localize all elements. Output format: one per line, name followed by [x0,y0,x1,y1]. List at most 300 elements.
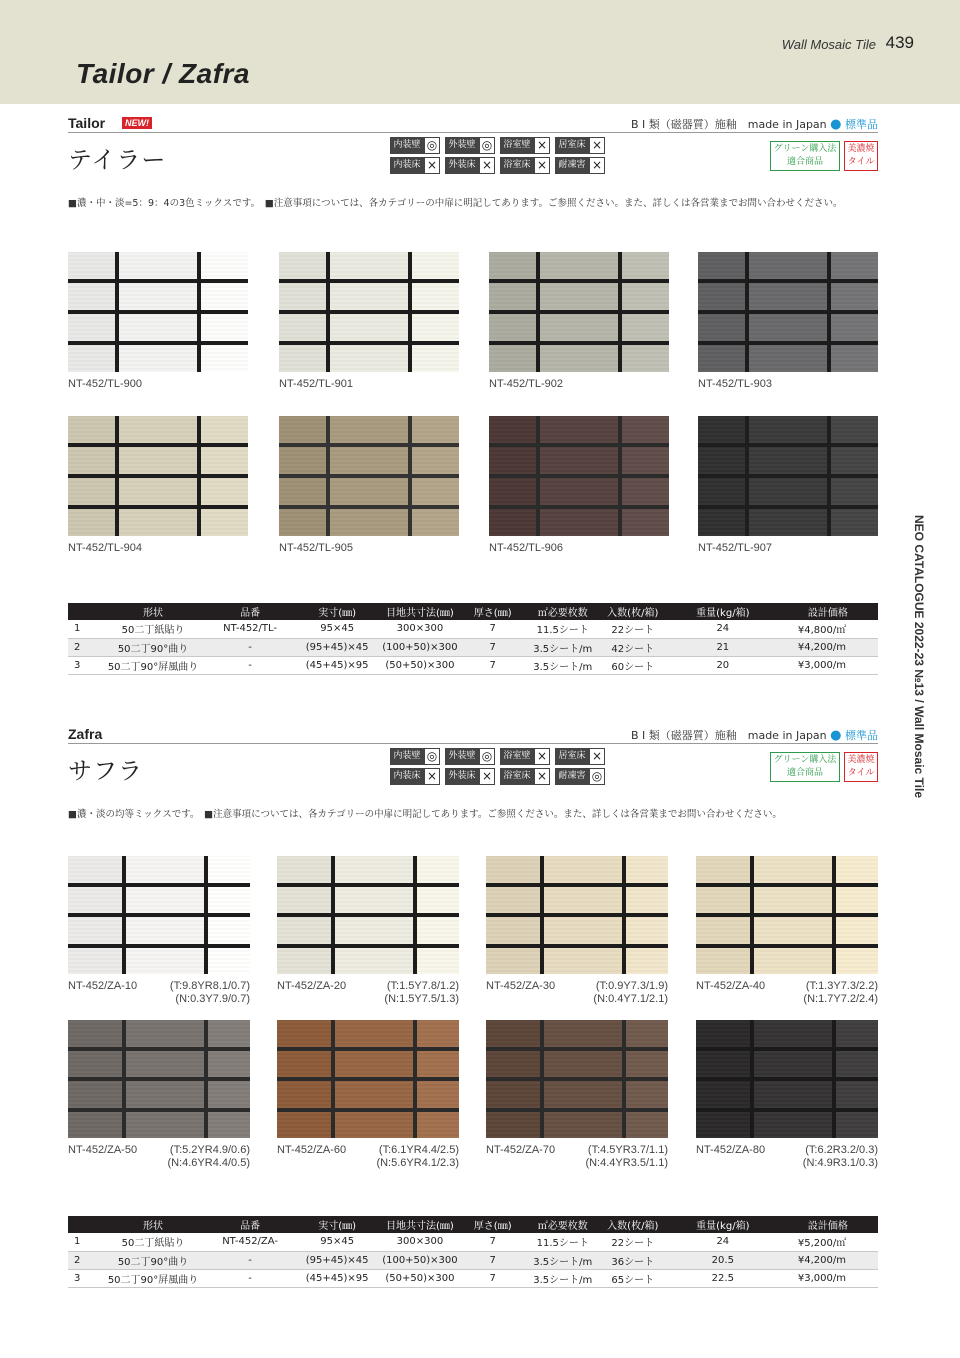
tile-piece [208,887,250,914]
usage-item [555,768,605,785]
tile-piece [417,856,459,883]
tile-piece [540,314,617,341]
tile-piece [119,283,196,310]
tile-piece [836,1081,878,1108]
zafra-table-header-row [68,1216,878,1233]
tile-swatch-item [696,856,878,1014]
zafra-en-name: Zafra [68,726,103,742]
tile-piece [831,283,878,310]
tile-swatch-image [68,416,248,536]
table-cell: 22シート [598,620,668,638]
tile-piece [754,1081,832,1108]
tile-piece [698,478,745,505]
table-cell: (100+50)×300 [382,1251,458,1269]
table-header-cell: 厚さ(㎜) [458,1216,528,1233]
tile-piece [622,416,669,443]
tile-piece [279,478,326,505]
table-cell: 22シート [598,1233,668,1251]
tile-piece [208,856,250,883]
tile-piece [749,416,826,443]
tile-piece [201,252,248,279]
tile-swatch-image [68,856,250,974]
tile-piece [412,283,459,310]
tile-swatch-image [698,252,878,372]
tile-piece [486,948,540,975]
tile-piece [126,1051,204,1078]
tile-piece [417,1081,459,1108]
tile-piece [126,1112,204,1139]
table-cell: (45+45)×95 [292,656,382,674]
tile-swatch-item [489,252,669,412]
tile-piece [208,1112,250,1139]
usage-label: 浴室壁 [500,137,534,154]
table-cell: 20.5 [668,1251,778,1269]
tile-piece [626,1051,668,1078]
usage-label: 内装壁 [390,748,424,765]
table-cell: 22.5 [668,1269,778,1287]
usage-item [390,748,440,765]
munsell-values [593,980,668,1006]
tile-swatch-image [279,416,459,536]
table-row [68,1269,878,1287]
tile-piece [277,1020,331,1047]
tile-code: NT-452/TL-900 [68,378,142,390]
zafra-standard-label: 標準品 [845,729,878,742]
tile-piece [279,252,326,279]
usage-label: 浴室床 [500,157,534,174]
tile-piece [412,509,459,536]
table-header-cell: 重量(kg/箱) [668,1216,778,1233]
table-header-cell: 形状 [98,603,208,620]
tile-piece [626,887,668,914]
mino-tile-badge [844,141,878,171]
tile-piece [831,416,878,443]
tile-piece [417,917,459,944]
usage-label: 外装床 [445,768,479,785]
tile-swatch-image [489,416,669,536]
table-cell: 65シート [598,1269,668,1287]
tile-piece [330,478,407,505]
table-cell: - [208,1269,292,1287]
table-header-cell: 品番 [208,1216,292,1233]
tile-piece [836,856,878,883]
tile-piece [335,1020,413,1047]
zafra-table-body [68,1233,878,1287]
table-header-cell: 実寸(㎜) [292,603,382,620]
zafra-jp-name: サフラ [68,757,143,785]
tile-piece [68,856,122,883]
table-cell: 7 [458,620,528,638]
tile-piece [836,1051,878,1078]
tile-piece [836,887,878,914]
tile-piece [335,1051,413,1078]
tile-piece [412,314,459,341]
tile-code: NT-452/TL-904 [68,542,142,554]
tile-code: NT-452/TL-902 [489,378,563,390]
munsell-t: (T:6.2R3.2/0.3) [805,1144,878,1156]
tile-piece [696,1081,750,1108]
suitable-mark-icon: ◎ [479,137,495,154]
tile-piece [201,416,248,443]
table-cell: 300×300 [382,1233,458,1251]
tailor-badges [770,141,878,171]
not-suitable-mark-icon: × [479,157,495,174]
tile-piece [540,447,617,474]
tile-piece [754,948,832,975]
suitable-mark-icon: ◎ [479,748,495,765]
tile-piece [68,509,115,536]
tile-piece [831,252,878,279]
tile-piece [698,509,745,536]
tile-piece [412,345,459,372]
tile-code: NT-452/ZA-70 [486,1144,556,1156]
tile-swatch-item [68,416,248,576]
tile-piece [335,1081,413,1108]
tailor-standard-label: 標準品 [845,118,878,131]
not-suitable-mark-icon: × [589,157,605,174]
table-cell: 24 [668,620,778,638]
table-header-cell: 設計価格 [778,1216,878,1233]
table-cell: 50二丁90°曲り [98,1251,208,1269]
page-number: 439 [885,33,914,52]
usage-item [500,748,550,765]
table-cell: 11.5シート [528,1233,598,1251]
usage-label: 耐凍害 [555,768,589,785]
tile-swatch-item [279,416,459,576]
tile-piece [540,478,617,505]
munsell-values [167,1144,250,1170]
usage-label: 外装床 [445,157,479,174]
tile-piece [698,345,745,372]
tile-piece [544,917,622,944]
tile-piece [119,447,196,474]
usage-item [555,157,605,174]
tile-swatch-item [68,1020,250,1178]
tile-code: NT-452/TL-903 [698,378,772,390]
tile-piece [277,856,331,883]
munsell-n: (N:4.6YR4.4/0.5) [167,1157,250,1169]
tile-piece [486,1081,540,1108]
tile-piece [412,416,459,443]
table-cell: - [208,1251,292,1269]
red-badge-line1: 美濃焼 [847,144,875,154]
tile-piece [330,416,407,443]
table-cell: (50+50)×300 [382,1269,458,1287]
munsell-values [803,980,878,1006]
not-suitable-mark-icon: × [534,137,550,154]
tile-piece [68,948,122,975]
table-cell: (95+45)×45 [292,638,382,656]
usage-label: 居室床 [555,748,589,765]
tailor-spec-text: B I 類（磁器質）施釉 made in Japan [630,118,827,131]
tile-piece [335,856,413,883]
tile-code: NT-452/ZA-10 [68,980,138,992]
munsell-t: (T:6.1YR4.4/2.5) [378,1144,459,1156]
tile-piece [626,1081,668,1108]
tile-piece [754,856,832,883]
tile-piece [540,345,617,372]
new-badge: NEW! [122,117,152,129]
tile-piece [696,1112,750,1139]
munsell-n: (N:1.7Y7.2/2.4) [803,993,878,1005]
table-cell: 50二丁紙貼り [98,1233,208,1251]
tile-piece [749,509,826,536]
tile-piece [486,887,540,914]
table-row [68,620,878,638]
tile-piece [831,447,878,474]
tile-piece [489,314,536,341]
tile-swatch-image [489,252,669,372]
not-suitable-mark-icon: × [534,157,550,174]
tile-piece [754,1051,832,1078]
tailor-spec [631,116,878,132]
tailor-en-name: Tailor [68,115,106,131]
tile-piece [544,948,622,975]
tile-piece [749,283,826,310]
tile-swatch-item [698,252,878,412]
table-header-cell: 設計価格 [778,603,878,620]
tailor-spec-table [68,603,878,675]
tile-swatch-item [68,856,250,1014]
tile-piece [68,1020,122,1047]
table-cell: ¥4,200/m [778,1251,878,1269]
tile-code: NT-452/TL-901 [279,378,353,390]
table-row [68,1251,878,1269]
tile-piece [540,252,617,279]
tile-piece [626,1020,668,1047]
tile-piece [831,345,878,372]
usage-item [500,137,550,154]
tile-swatch-item [279,252,459,412]
tile-piece [277,917,331,944]
table-cell: (45+45)×95 [292,1269,382,1287]
usage-item [445,768,495,785]
tile-swatch-image [277,856,459,974]
usage-label: 浴室床 [500,768,534,785]
tile-piece [489,283,536,310]
table-cell: 7 [458,1251,528,1269]
table-cell: ¥3,000/m [778,656,878,674]
tile-piece [119,345,196,372]
table-header-cell: 入数(枚/箱) [598,1216,668,1233]
table-row [68,638,878,656]
tile-piece [279,314,326,341]
tile-swatch-image [696,1020,878,1138]
table-header-cell: 品番 [208,603,292,620]
not-suitable-mark-icon: × [589,137,605,154]
tile-piece [277,1081,331,1108]
usage-label: 耐凍害 [555,157,589,174]
tile-swatch-item [277,856,459,1014]
tile-piece [126,887,204,914]
tile-piece [696,887,750,914]
tile-piece [698,447,745,474]
tile-piece [698,416,745,443]
tile-piece [277,887,331,914]
tile-code: NT-452/ZA-50 [68,1144,138,1156]
tailor-table-body [68,620,878,674]
tile-piece [749,252,826,279]
not-suitable-mark-icon: × [424,768,440,785]
tile-piece [831,314,878,341]
tile-piece [696,917,750,944]
red-badge-line1: 美濃焼 [847,755,875,765]
table-header-cell: 形状 [98,1216,208,1233]
not-suitable-mark-icon: × [424,157,440,174]
tile-piece [836,1112,878,1139]
tile-piece [749,447,826,474]
table-header-cell: ㎡必要枚数 [528,603,598,620]
tile-swatch-image [486,1020,668,1138]
usage-label: 内装壁 [390,137,424,154]
munsell-n: (N:1.5Y7.5/1.3) [384,993,459,1005]
tile-piece [68,252,115,279]
tile-piece [126,1020,204,1047]
table-header-cell: 目地共寸法(㎜) [382,1216,458,1233]
table-cell: 50二丁90°曲り [98,638,208,656]
usage-item [445,748,495,765]
tile-piece [540,416,617,443]
tile-piece [486,917,540,944]
tile-code: NT-452/ZA-60 [277,1144,347,1156]
tile-piece [622,252,669,279]
table-cell: 7 [458,1233,528,1251]
tile-piece [754,1020,832,1047]
usage-item [390,157,440,174]
tile-piece [68,1112,122,1139]
tile-piece [626,856,668,883]
munsell-t: (T:0.9Y7.3/1.9) [595,980,668,992]
tile-piece [622,509,669,536]
tile-piece [68,447,115,474]
tile-piece [622,345,669,372]
tile-piece [696,1051,750,1078]
tile-piece [417,1051,459,1078]
table-header-cell: ㎡必要枚数 [528,1216,598,1233]
table-cell: ¥5,200/㎡ [778,1233,878,1251]
tile-piece [417,1020,459,1047]
tile-piece [489,252,536,279]
table-cell: 42シート [598,638,668,656]
side-catalogue-label [910,515,930,845]
table-cell: ¥4,800/㎡ [778,620,878,638]
tile-piece [412,478,459,505]
tile-piece [698,252,745,279]
tile-piece [68,1081,122,1108]
tile-piece [335,917,413,944]
zafra-spec [631,727,878,743]
table-cell: 1 [68,1233,98,1251]
table-cell: 7 [458,1269,528,1287]
munsell-values [384,980,459,1006]
munsell-n: (N:0.4Y7.1/2.1) [593,993,668,1005]
standard-dot-icon: ● [830,117,842,132]
tailor-section-header [68,115,878,133]
tile-piece [68,283,115,310]
tile-piece [831,509,878,536]
table-cell: 11.5シート [528,620,598,638]
table-cell: - [208,638,292,656]
table-row [68,1233,878,1251]
tile-piece [201,345,248,372]
table-cell: 7 [458,638,528,656]
munsell-t: (T:1.3Y7.3/2.2) [805,980,878,992]
category-label: Wall Mosaic Tile [781,37,876,52]
tile-piece [201,447,248,474]
table-cell: 50二丁紙貼り [98,620,208,638]
page-title: Tailor / Zafra [76,58,251,89]
green-badge-line1: グリーン購入法 [773,144,837,154]
tile-piece [208,1081,250,1108]
tile-piece [119,314,196,341]
munsell-values [585,1144,668,1170]
usage-label: 外装壁 [445,748,479,765]
tile-piece [836,917,878,944]
green-badge-line2: 適合商品 [786,157,823,167]
suitable-mark-icon: ◎ [589,768,605,785]
tile-piece [489,447,536,474]
tile-piece [754,1112,832,1139]
table-cell: 300×300 [382,620,458,638]
tile-piece [698,314,745,341]
tile-piece [126,917,204,944]
tile-piece [489,345,536,372]
tile-piece [489,416,536,443]
green-badge-line2: 適合商品 [786,768,823,778]
tile-piece [754,887,832,914]
munsell-t: (T:4.5YR3.7/1.1) [587,1144,668,1156]
table-header-index [68,603,98,620]
usage-label: 浴室壁 [500,748,534,765]
table-row [68,656,878,674]
tile-code: NT-452/ZA-30 [486,980,556,992]
tile-piece [208,1051,250,1078]
header-band [0,0,960,104]
tile-piece [277,948,331,975]
mino-tile-badge [844,752,878,782]
usage-label: 内装床 [390,768,424,785]
usage-item [555,137,605,154]
zafra-note: ■濃・淡の均等ミックスです。 ■注意事項については、各カテゴリーの中扉に明記してあります。ご参照ください。また、詳しくは各営業までお問い合わせください。 [68,809,782,820]
munsell-t: (T:1.5Y7.8/1.2) [386,980,459,992]
tile-piece [544,1020,622,1047]
tile-piece [201,478,248,505]
tile-piece [486,1112,540,1139]
table-cell: 3.5シート/m [528,1269,598,1287]
zafra-badges [770,752,878,782]
tile-piece [626,917,668,944]
tile-piece [544,1081,622,1108]
tile-piece [330,345,407,372]
table-cell: ¥3,000/m [778,1269,878,1287]
table-header-cell: 厚さ(㎜) [458,603,528,620]
red-badge-line2: タイル [847,768,875,778]
usage-label: 居室床 [555,137,589,154]
tile-piece [698,283,745,310]
not-suitable-mark-icon: × [589,748,605,765]
usage-item [445,157,495,174]
table-cell: 36シート [598,1251,668,1269]
not-suitable-mark-icon: × [479,768,495,785]
tile-piece [279,509,326,536]
zafra-section-header [68,726,878,744]
tile-code: NT-452/ZA-40 [696,980,766,992]
table-header-cell: 目地共寸法(㎜) [382,603,458,620]
usage-item [445,137,495,154]
tile-piece [489,478,536,505]
tile-piece [696,856,750,883]
munsell-values [170,980,250,1006]
